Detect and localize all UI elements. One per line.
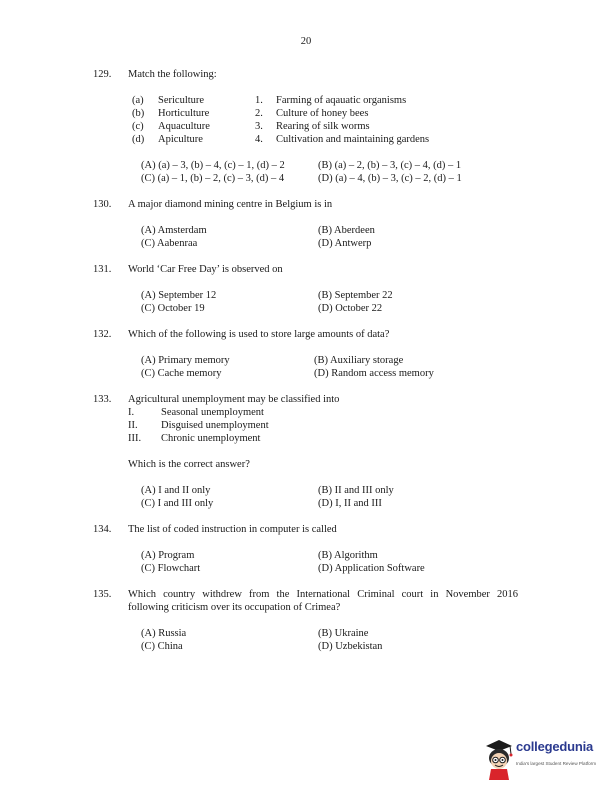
option-d: (D) Uzbekistan bbox=[318, 641, 383, 652]
option-d: (D) Antwerp bbox=[318, 238, 372, 249]
match-right-key: 2. bbox=[255, 108, 263, 119]
question-text: The list of coded instruction in computer is called bbox=[128, 524, 337, 535]
question-number: 131. bbox=[93, 264, 112, 275]
option-d: (D) Application Software bbox=[318, 563, 425, 574]
option-b: (B) Ukraine bbox=[318, 628, 369, 639]
match-right-item: Culture of honey bees bbox=[276, 108, 369, 119]
question-number: 134. bbox=[93, 524, 112, 535]
option-a: (A) Amsterdam bbox=[141, 225, 207, 236]
collegedunia-logo bbox=[482, 737, 606, 781]
option-b: (B) Auxiliary storage bbox=[314, 355, 404, 366]
page-number: 20 bbox=[300, 36, 312, 47]
match-right-item: Rearing of silk worms bbox=[276, 121, 370, 132]
option-a: (A) Russia bbox=[141, 628, 187, 639]
question-number: 130. bbox=[93, 199, 112, 210]
match-left-item: Aquaculture bbox=[158, 121, 210, 132]
option-a: (A) Primary memory bbox=[141, 355, 230, 366]
option-a: (A) Program bbox=[141, 550, 195, 561]
match-left-key: (a) bbox=[132, 95, 144, 106]
match-left-key: (c) bbox=[132, 121, 144, 132]
option-b: (B) (a) – 2, (b) – 3, (c) – 4, (d) – 1 bbox=[318, 160, 462, 171]
option-c: (C) Cache memory bbox=[141, 368, 222, 379]
question-text: Which of the following is used to store large amounts of data? bbox=[128, 329, 390, 340]
question-prompt: Which is the correct answer? bbox=[128, 459, 250, 470]
question-number: 129. bbox=[93, 69, 112, 80]
option-d: (D) I, II and III bbox=[318, 498, 382, 509]
match-right-key: 3. bbox=[255, 121, 263, 132]
option-b: (B) II and III only bbox=[318, 485, 394, 496]
list-item: Chronic unemployment bbox=[161, 433, 261, 444]
list-item: Seasonal unemployment bbox=[161, 407, 264, 418]
match-right-key: 4. bbox=[255, 134, 263, 145]
student-mascot-icon bbox=[482, 737, 516, 781]
option-a: (A) (a) – 3, (b) – 4, (c) – 1, (d) – 2 bbox=[141, 160, 285, 171]
option-c: (C) Flowchart bbox=[141, 563, 201, 574]
question-number: 135. bbox=[93, 589, 112, 600]
question-number: 133. bbox=[93, 394, 112, 405]
option-b: (B) Algorithm bbox=[318, 550, 378, 561]
question-text: A major diamond mining centre in Belgium is in bbox=[128, 199, 333, 210]
option-d: (D) (a) – 4, (b) – 3, (c) – 2, (d) – 1 bbox=[318, 173, 462, 184]
option-b: (B) Aberdeen bbox=[318, 225, 375, 236]
option-d: (D) Random access memory bbox=[314, 368, 434, 379]
option-c: (C) I and III only bbox=[141, 498, 214, 509]
match-left-key: (d) bbox=[132, 134, 145, 145]
logo-tagline: India's largest Student Review Platform bbox=[516, 761, 597, 766]
list-key: II. bbox=[128, 420, 138, 431]
question-number: 132. bbox=[93, 329, 112, 340]
option-a: (A) September 12 bbox=[141, 290, 217, 301]
match-left-key: (b) bbox=[132, 108, 145, 119]
option-d: (D) October 22 bbox=[318, 303, 383, 314]
match-left-item: Apiculture bbox=[158, 134, 203, 145]
logo-wordmark: collegedunia bbox=[516, 739, 594, 754]
match-right-item: Farming of aqauatic organisms bbox=[276, 95, 407, 106]
match-right-key: 1. bbox=[255, 95, 263, 106]
question-text: Agricultural unemployment may be classified into bbox=[128, 394, 340, 405]
option-c: (C) Aabenraa bbox=[141, 238, 198, 249]
match-right-item: Cultivation and maintaining gardens bbox=[276, 134, 430, 145]
match-left-item: Horticulture bbox=[158, 108, 210, 119]
question-text: World ‘Car Free Day’ is observed on bbox=[128, 264, 283, 275]
option-b: (B) September 22 bbox=[318, 290, 393, 301]
option-a: (A) I and II only bbox=[141, 485, 211, 496]
option-c: (C) China bbox=[141, 641, 183, 652]
list-key: III. bbox=[128, 433, 142, 444]
list-item: Disguised unemployment bbox=[161, 420, 269, 431]
list-key: I. bbox=[128, 407, 135, 418]
question-text: Match the following: bbox=[128, 69, 217, 80]
match-left-item: Sericulture bbox=[158, 95, 205, 106]
question-text-continued: following criticism over its occupation of Crimea? bbox=[128, 602, 341, 613]
option-c: (C) October 19 bbox=[141, 303, 205, 314]
option-c: (C) (a) – 1, (b) – 2, (c) – 3, (d) – 4 bbox=[141, 173, 285, 184]
question-text: Which country withdrew from the International Criminal court in November 2016 bbox=[128, 589, 518, 600]
